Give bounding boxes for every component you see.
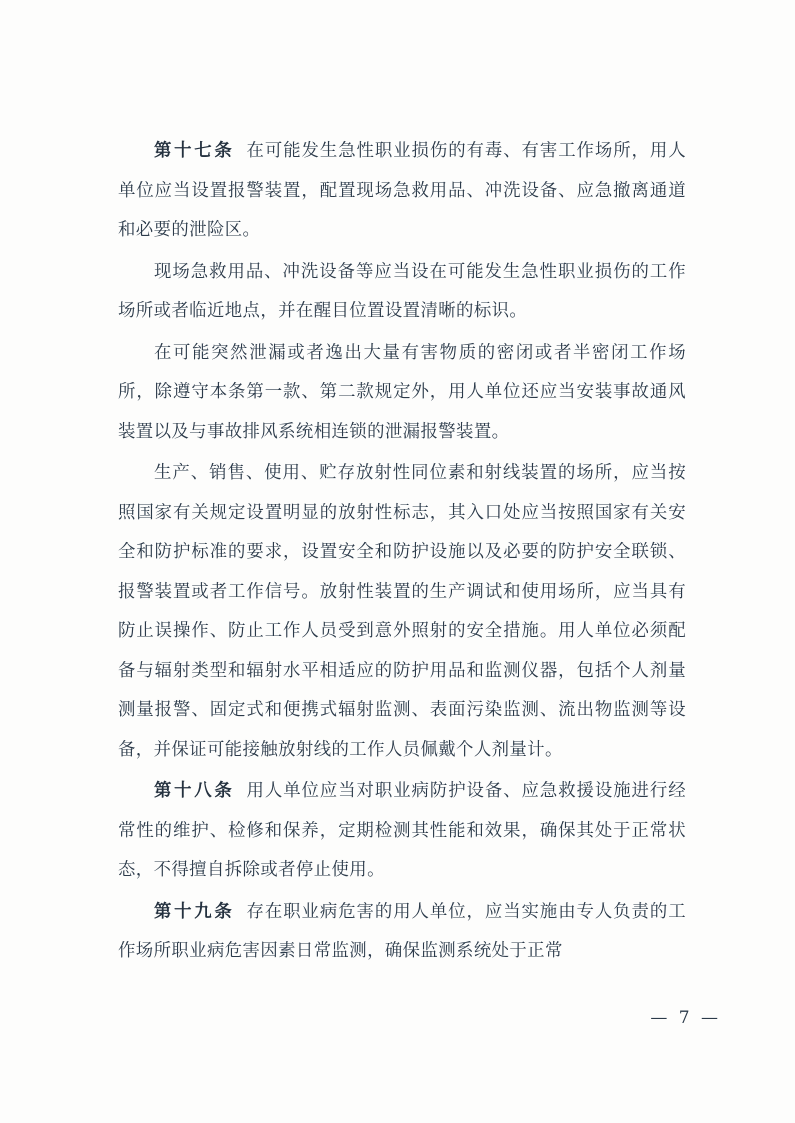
paragraph-17-3 <box>118 334 686 453</box>
paragraph-article-17 <box>118 132 686 251</box>
article-label-17: 第十七条 <box>154 141 235 161</box>
article-label-19: 第十九条 <box>154 901 235 922</box>
paragraph-text: 在可能发生急性职业损伤的有毒、有害工作场所，用人单位应当设置报警装置，配置现场急救用品、冲洗设备、应急撤离通道和必要的泄险区。 <box>118 141 686 240</box>
paragraph-text: 现场急救用品、冲洗设备等应当设在可能发生急性职业损伤的工作场所或者临近地点，并在醒目位置设置清晰的标识。 <box>118 261 686 321</box>
paragraph-article-18 <box>118 772 686 891</box>
paragraph-text: 存在职业病危害的用人单位，应当实施由专人负责的工作场所职业病危害因素日常监测，确保监测系统处于正常 <box>118 901 686 961</box>
paragraph-text: 在可能突然泄漏或者逸出大量有害物质的密闭或者半密闭工作场所，除遵守本条第一款、第二款规定外，用人单位还应当安装事故通风装置以及与事故排风系统相连锁的泄漏报警装置。 <box>118 342 686 442</box>
document-body <box>118 132 686 974</box>
paragraph-article-19 <box>118 893 686 972</box>
paragraph-text: 用人单位应当对职业病防护设备、应急救援设施进行经常性的维护、检修和保养，定期检测其性能和效果，确保其处于正常状态，不得擅自拆除或者停止使用。 <box>118 781 686 880</box>
article-label-18: 第十八条 <box>154 781 235 801</box>
paragraph-17-2 <box>118 253 686 332</box>
paragraph-text: 生产、销售、使用、贮存放射性同位素和射线装置的场所，应当按照国家有关规定设置明显的放射性标志，其入口处应当按照国家有关安全和防护标准的要求，设置安全和防护设施以及必要的防护安全联锁、报警装置或者工作信号。放射性装置的生产调试和使用场所，应当具有防止误操作、防止工作人员受到意外照射的安全措施。用人单位必须配备与辐射类型和辐射水平相适应的防护用品和监测仪器，包括个人剂量测量报警、固定式和便携式辐射监测、表面污染监测、流出物监测等设备，并保证可能接触放射线的工作人员佩戴个人剂量计。 <box>118 463 686 760</box>
paragraph-17-4 <box>118 454 686 770</box>
page-number: — 7 — <box>650 1008 721 1028</box>
